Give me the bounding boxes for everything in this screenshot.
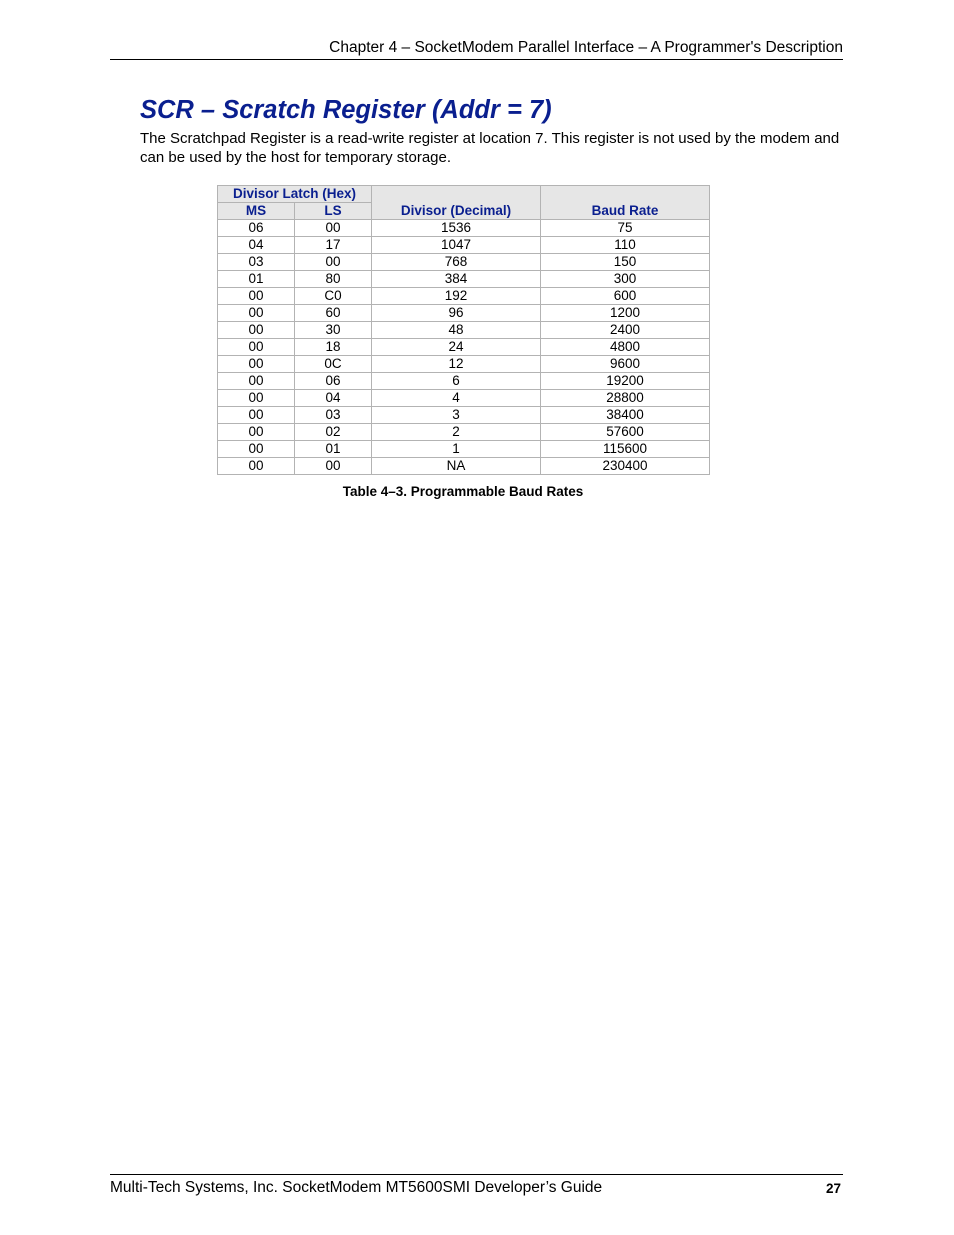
baud-cell: 57600 — [541, 424, 710, 441]
page-footer — [110, 1174, 843, 1199]
table-row — [218, 339, 710, 356]
ms-cell: 00 — [218, 373, 295, 390]
footer-publisher: Multi-Tech Systems, Inc. SocketModem MT5600SMI Developer’s Guide — [110, 1179, 603, 1196]
ms-cell: 00 — [218, 424, 295, 441]
baud-cell: 150 — [541, 254, 710, 271]
divisor-decimal-header: Divisor (Decimal) — [372, 186, 541, 220]
ms-cell: 00 — [218, 458, 295, 475]
divisor-cell: 768 — [372, 254, 541, 271]
divisor-cell: 1 — [372, 441, 541, 458]
section-intro: The Scratchpad Register is a read-write register at location 7. This register is not used by the modem and can be used by the host for temporary storage. — [140, 130, 840, 166]
ls-header: LS — [295, 203, 372, 220]
table-caption: Table 4–3. Programmable Baud Rates — [342, 484, 584, 499]
divisor-cell: 48 — [372, 322, 541, 339]
ls-cell: 30 — [295, 322, 372, 339]
table-row — [218, 271, 710, 288]
divisor-cell: 384 — [372, 271, 541, 288]
table-row — [218, 254, 710, 271]
ms-cell: 00 — [218, 356, 295, 373]
divisor-cell: 1536 — [372, 220, 541, 237]
ls-cell: 80 — [295, 271, 372, 288]
baud-cell: 9600 — [541, 356, 710, 373]
divisor-latch-header: Divisor Latch (Hex) — [218, 186, 372, 203]
table-row — [218, 458, 710, 475]
ms-cell: 00 — [218, 390, 295, 407]
baud-rate-header: Baud Rate — [541, 186, 710, 220]
divisor-cell: 24 — [372, 339, 541, 356]
table-row — [218, 305, 710, 322]
divisor-cell: 2 — [372, 424, 541, 441]
baud-cell: 38400 — [541, 407, 710, 424]
baud-cell: 110 — [541, 237, 710, 254]
baud-cell: 600 — [541, 288, 710, 305]
table-row — [218, 288, 710, 305]
ls-cell: C0 — [295, 288, 372, 305]
page-header — [110, 37, 843, 60]
ls-cell: 02 — [295, 424, 372, 441]
ls-cell: 01 — [295, 441, 372, 458]
table-row — [218, 407, 710, 424]
ls-cell: 03 — [295, 407, 372, 424]
table-row — [218, 424, 710, 441]
page-number: 27 — [825, 1181, 841, 1196]
ls-cell: 00 — [295, 254, 372, 271]
divisor-cell: 6 — [372, 373, 541, 390]
baud-cell: 75 — [541, 220, 710, 237]
ms-cell: 01 — [218, 271, 295, 288]
table-row — [218, 390, 710, 407]
divisor-cell: 4 — [372, 390, 541, 407]
ls-cell: 0C — [295, 356, 372, 373]
table-row — [218, 237, 710, 254]
table-row — [218, 322, 710, 339]
baud-rate-table — [217, 185, 710, 475]
divisor-cell: 3 — [372, 407, 541, 424]
ls-cell: 06 — [295, 373, 372, 390]
ls-cell: 00 — [295, 458, 372, 475]
ls-cell: 17 — [295, 237, 372, 254]
baud-cell: 115600 — [541, 441, 710, 458]
ms-cell: 06 — [218, 220, 295, 237]
baud-cell: 19200 — [541, 373, 710, 390]
baud-cell: 230400 — [541, 458, 710, 475]
divisor-cell: NA — [372, 458, 541, 475]
table-row — [218, 356, 710, 373]
ls-cell: 00 — [295, 220, 372, 237]
chapter-title: Chapter 4 – SocketModem Parallel Interface – A Programmer's Description — [329, 39, 843, 56]
section-title: SCR – Scratch Register (Addr = 7) — [140, 96, 552, 124]
divisor-cell: 12 — [372, 356, 541, 373]
ms-cell: 00 — [218, 407, 295, 424]
baud-cell: 28800 — [541, 390, 710, 407]
ls-cell: 04 — [295, 390, 372, 407]
ms-header: MS — [218, 203, 295, 220]
ms-cell: 00 — [218, 305, 295, 322]
table-row — [218, 441, 710, 458]
divisor-cell: 192 — [372, 288, 541, 305]
divisor-cell: 96 — [372, 305, 541, 322]
baud-cell: 1200 — [541, 305, 710, 322]
baud-cell: 300 — [541, 271, 710, 288]
ms-cell: 00 — [218, 322, 295, 339]
ms-cell: 00 — [218, 441, 295, 458]
ms-cell: 03 — [218, 254, 295, 271]
baud-cell: 2400 — [541, 322, 710, 339]
baud-cell: 4800 — [541, 339, 710, 356]
ms-cell: 04 — [218, 237, 295, 254]
ls-cell: 60 — [295, 305, 372, 322]
table-row — [218, 373, 710, 390]
ms-cell: 00 — [218, 339, 295, 356]
ms-cell: 00 — [218, 288, 295, 305]
divisor-cell: 1047 — [372, 237, 541, 254]
baud-table-body — [218, 220, 710, 475]
ls-cell: 18 — [295, 339, 372, 356]
table-row — [218, 220, 710, 237]
